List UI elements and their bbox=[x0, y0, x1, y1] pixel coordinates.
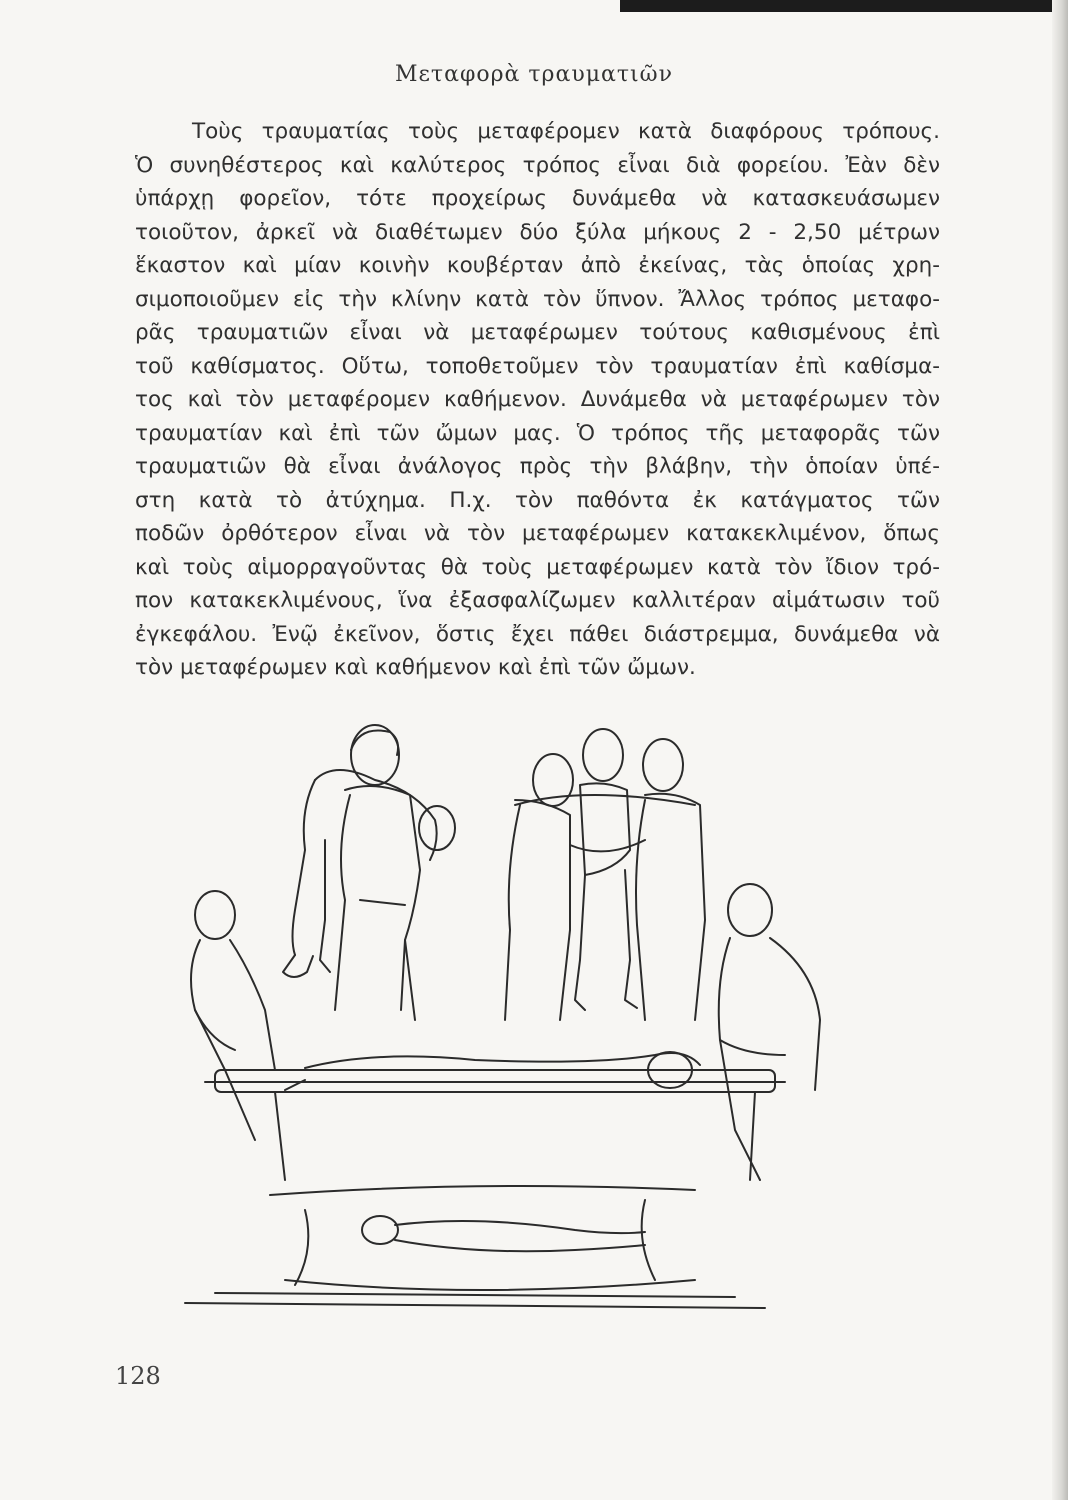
page-number: 128 bbox=[115, 1362, 161, 1390]
text-line: ἐγκεφάλου. Ἐνῷ ἐκεῖνον, ὅστις ἔχει πάθει διάστρεμμα, δυνάμεθα νὰ bbox=[135, 621, 940, 647]
text-line: πον κατακεκλιμένους, ἵνα ἐξασφαλίζωμεν καλλιτέραν αἱμάτωσιν τοῦ bbox=[135, 588, 940, 613]
stretcher-carry-figure bbox=[191, 884, 820, 1180]
text-line: καὶ τοὺς αἱμορραγοῦντας θὰ τοὺς μεταφέρωμεν κατὰ τὸν ἴδιον τρό- bbox=[135, 554, 940, 580]
text-line: τραυματιῶν θὰ εἶναι ἀνάλογος πρὸς τὴν βλάβην, τὴν ὁποίαν ὑπέ- bbox=[135, 454, 940, 479]
shoulder-carry-figure bbox=[283, 725, 455, 1020]
text-line: ἕκαστον καὶ μίαν κοινὴν κουβέρταν ἀπὸ ἐκείνας, τὰς ὁποίας χρη- bbox=[135, 253, 940, 278]
text-line: Τοὺς τραυματίας τοὺς μεταφέρομεν κατὰ διαφόρους τρόπους. bbox=[192, 119, 940, 144]
text-line: τὸν μεταφέρωμεν καὶ καθήμενον καὶ ἐπὶ τῶν ὤμων. bbox=[135, 655, 696, 680]
text-line: ὑπάρχῃ φορεῖον, τότε προχείρως δυνάμεθα νὰ κατασκευάσωμεν bbox=[135, 186, 940, 211]
text-line: τοῦ καθίσματος. Οὕτω, τοποθετοῦμεν τὸν τραυματίαν ἐπὶ καθίσμα- bbox=[135, 353, 940, 379]
text-line: Ὁ συνηθέστερος καὶ καλύτερος τρόπος εἶναι διὰ φορείου. Ἐὰν δὲν bbox=[135, 152, 940, 178]
text-line: ποδῶν ὀρθότερον εἶναι νὰ τὸν μεταφέρωμεν κατακεκλιμένον, ὅπως bbox=[135, 521, 940, 546]
scan-border-top bbox=[620, 0, 1068, 12]
scan-border-right bbox=[1052, 0, 1068, 1500]
text-line: ρᾶς τραυματιῶν εἶναι νὰ μεταφέρωμεν τούτους καθισμένους ἐπὶ bbox=[135, 320, 940, 345]
text-line: τραυματίαν καὶ ἐπὶ τῶν ὤμων μας. Ὁ τρόπος τῆς μεταφορᾶς τῶν bbox=[135, 420, 940, 446]
blanket-stretcher-figure bbox=[185, 1186, 765, 1308]
text-line: σιμοποιοῦμεν εἰς τὴν κλίνην κατὰ τὸν ὕπνον. Ἄλλος τρόπος μεταφο- bbox=[135, 286, 940, 312]
body-paragraph bbox=[135, 115, 940, 685]
casualty-transport-illustration bbox=[175, 710, 955, 1350]
text-line: τοιοῦτον, ἀρκεῖ νὰ διαθέτωμεν δύο ξύλα μήκους 2 - 2,50 μέτρων bbox=[135, 219, 940, 245]
text-line: στη κατὰ τὸ ἀτύχημα. Π.χ. τὸν παθόντα ἐκ κατάγματος τῶν bbox=[135, 487, 940, 513]
page-title: Μεταφορὰ τραυματιῶν bbox=[395, 62, 673, 87]
two-person-seat-carry-figure bbox=[505, 729, 705, 1020]
text-line: τος καὶ τὸν μεταφέρομεν καθήμενον. Δυνάμεθα νὰ μεταφέρωμεν τὸν bbox=[135, 387, 940, 412]
